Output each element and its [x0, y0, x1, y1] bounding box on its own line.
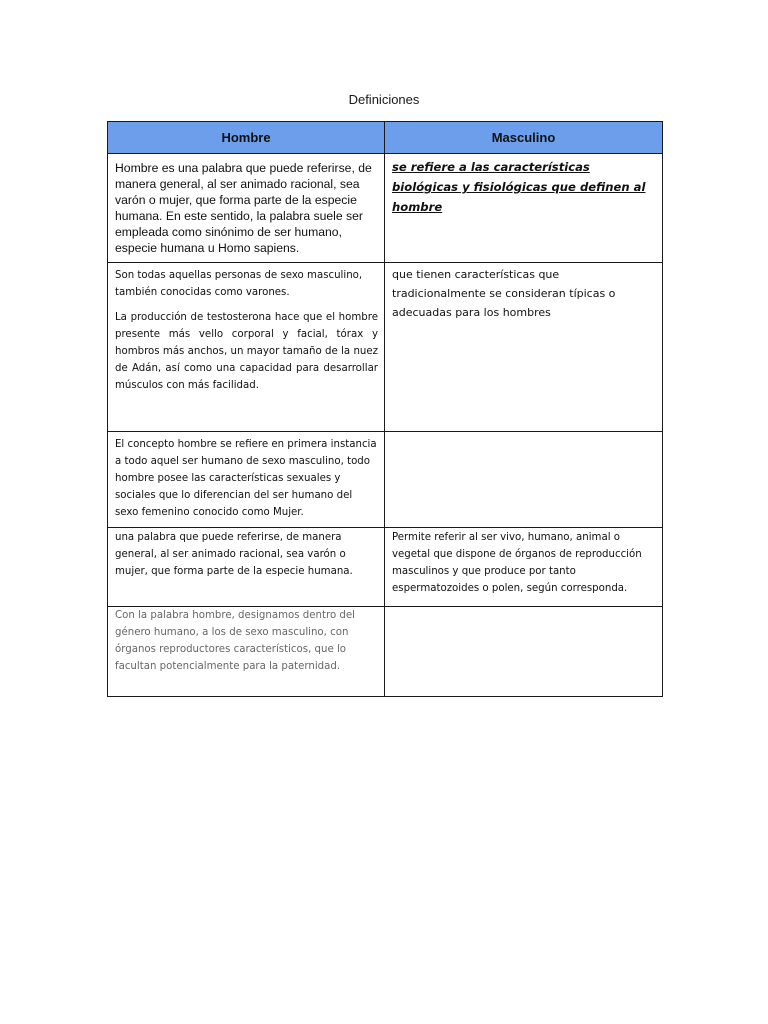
definition-text: una palabra que puede referirse, de manera general, al ser animado racional, sea varón o mujer, que forma parte de la especie humana.	[115, 532, 353, 577]
table-row	[108, 607, 663, 697]
definition-text: La producción de testosterona hace que el hombre presente más vello corporal y facial, tórax y hombros más anchos, un mayor tamaño de la nuez de Adán, así como una capacidad para desarrollar músculos con más facilidad.	[115, 312, 378, 391]
definition-text: El concepto hombre se refiere en primera instancia a todo aquel ser humano de sexo masculino, todo hombre posee las características sexuales y sociales que lo diferencian del ser humano del sexo femenino conocido como Mujer.	[115, 439, 377, 518]
table-row	[108, 154, 663, 263]
table-row	[108, 263, 663, 432]
table-cell-hombre	[108, 432, 385, 528]
table-cell-masculino	[385, 263, 663, 432]
table-cell-masculino-empty	[385, 607, 663, 697]
definition-text: Permite referir al ser vivo, humano, animal o vegetal que dispone de órganos de reproducción masculinos y que produce por tanto espermatozoides o polen, según corresponda.	[392, 532, 642, 594]
table-cell-hombre	[108, 607, 385, 697]
definition-text: Hombre es una palabra que puede referirse, de manera general, al ser animado racional, sea varón o mujer, que forma parte de la especie humana. En este sentido, la palabra suele ser empleada como sinónimo de ser humano, especie humana u Homo sapiens.	[115, 161, 372, 255]
definitions-table	[107, 121, 663, 697]
column-header-hombre: Hombre	[108, 122, 385, 154]
table-cell-hombre	[108, 528, 385, 607]
table-cell-hombre	[108, 263, 385, 432]
column-header-masculino: Masculino	[385, 122, 663, 154]
table-cell-masculino	[385, 154, 663, 263]
table-row	[108, 432, 663, 528]
table-cell-hombre	[108, 154, 385, 263]
definition-text-muted: Con la palabra hombre, designamos dentro del género humano, a los de sexo masculino, con órganos reproductores característicos, que lo facultan potencialmente para la paternidad.	[115, 610, 355, 672]
page-title: Definiciones	[348, 92, 420, 107]
definition-text: Son todas aquellas personas de sexo masculino, también conocidas como varones.	[115, 270, 363, 298]
definition-text-emphasized: se refiere a las características biológicas y fisiológicas que definen al hombre	[392, 160, 646, 214]
table-row	[108, 528, 663, 607]
table-cell-masculino-empty	[385, 432, 663, 528]
table-cell-masculino	[385, 528, 663, 607]
table-header-row	[108, 122, 663, 154]
definition-text: que tienen características que tradicionalmente se consideran típicas o adecuadas para los hombres	[392, 268, 616, 319]
